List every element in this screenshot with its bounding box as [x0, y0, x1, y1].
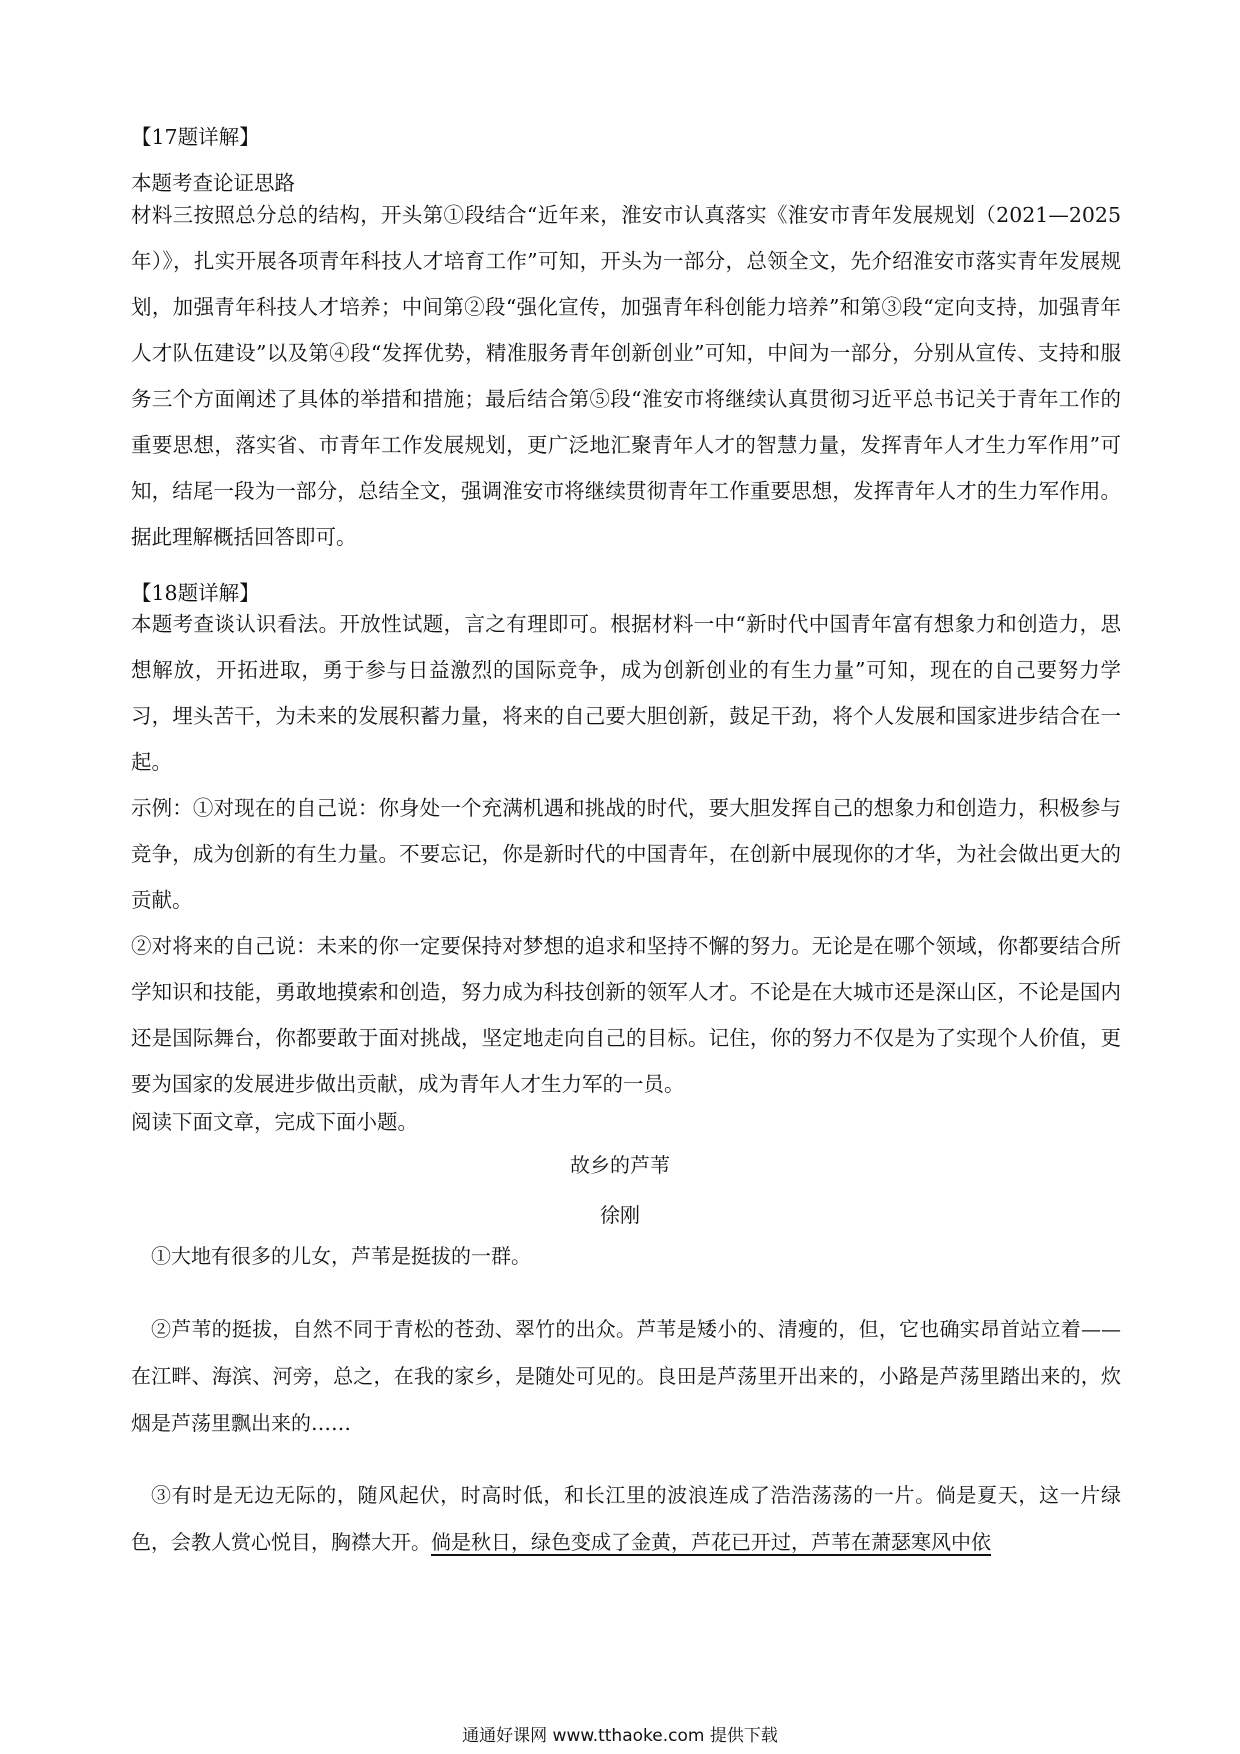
article-title: 故乡的芦苇	[570, 1153, 670, 1177]
footer-watermark: 通通好课网 www.tthaoke.com 提供下载	[462, 1726, 778, 1746]
q17-subject: 本题考查论证思路	[131, 171, 295, 195]
q18-heading: 【18题详解】	[131, 581, 260, 605]
q17-heading: 【17题详解】	[131, 125, 260, 149]
q18-example-2: ②对将来的自己说：未来的你一定要保持对梦想的追求和坚持不懈的努力。无论是在哪个领域，你都要结合所学知识和技能，勇敢地摸索和创造，努力成为科技创新的领军人才。不论是在大城市还是深山区，不论是国内还是国际舞台，你都要敢于面对挑战，坚定地走向自己的目标。记住，你的努力不仅是为了实现个人价值，更要为国家的发展进步做出贡献，成为青年人才生力军的一员。	[131, 934, 1121, 1096]
q18-answer: 本题考查谈认识看法。开放性试题，言之有理即可。根据材料一中“新时代中国青年富有想象力和创造力，思想解放，开拓进取，勇于参与日益激烈的国际竞争，成为创新创业的有生力量”可知，现在的自己要努力学习，埋头苦干，为未来的发展积蓄力量，将来的自己要大胆创新，鼓足干劲，将个人发展和国家进步结合在一起。	[131, 612, 1121, 774]
paragraph-3-text: ③有时是无边无际的，随风起伏，时高时低，和长江里的波浪连成了浩浩荡荡的一片。倘是夏天，这一片绿色，会教人赏心悦目，胸襟大开。	[131, 1483, 1121, 1554]
article-paragraph-1: ①大地有很多的儿女，芦苇是挺拔的一群。	[151, 1244, 531, 1268]
q18-example-1: 示例：①对现在的自己说：你身处一个充满机遇和挑战的时代，要大胆发挥自己的想象力和创造力，积极参与竞争，成为创新的有生力量。不要忘记，你是新时代的中国青年，在创新中展现你的才华，为社会做出更大的贡献。	[131, 796, 1121, 912]
reading-instruction: 阅读下面文章，完成下面小题。	[131, 1110, 418, 1134]
article-paragraph-2: ②芦苇的挺拔，自然不同于青松的苍劲、翠竹的出众。芦苇是矮小的、清瘦的，但，它也确实昂首站立着——在江畔、海滨、河旁，总之，在我的家乡，是随处可见的。良田是芦荡里开出来的，小路是芦荡里踏出来的，炊烟是芦荡里飘出来的……	[131, 1317, 1121, 1435]
underlined-sentence: 倘是秋日，绿色变成了金黄，芦花已开过，芦苇在萧瑟寒风中依	[431, 1530, 991, 1554]
article-paragraph-3	[131, 1472, 1121, 1566]
q17-answer: 材料三按照总分总的结构，开头第①段结合“近年来，淮安市认真落实《淮安市青年发展规划（2021—2025年）》，扎实开展各项青年科技人才培育工作”可知，开头为一部分，总领全文，先介绍淮安市落实青年发展规划，加强青年科技人才培养；中间第②段“强化宣传，加强青年科创能力培养”和第③段“定向支持，加强青年人才队伍建设”以及第④段“发挥优势，精准服务青年创新创业”可知，中间为一部分，分别从宣传、支持和服务三个方面阐述了具体的举措和措施；最后结合第⑤段“淮安市将继续认真贯彻习近平总书记关于青年工作的重要思想，落实省、市青年工作发展规划，更广泛地汇聚青年人才的智慧力量，发挥青年人才生力军作用”可知，结尾一段为一部分，总结全文，强调淮安市将继续贯彻青年工作重要思想，发挥青年人才的生力军作用。据此理解概括回答即可。	[131, 203, 1121, 549]
article-author: 徐刚	[600, 1203, 640, 1227]
